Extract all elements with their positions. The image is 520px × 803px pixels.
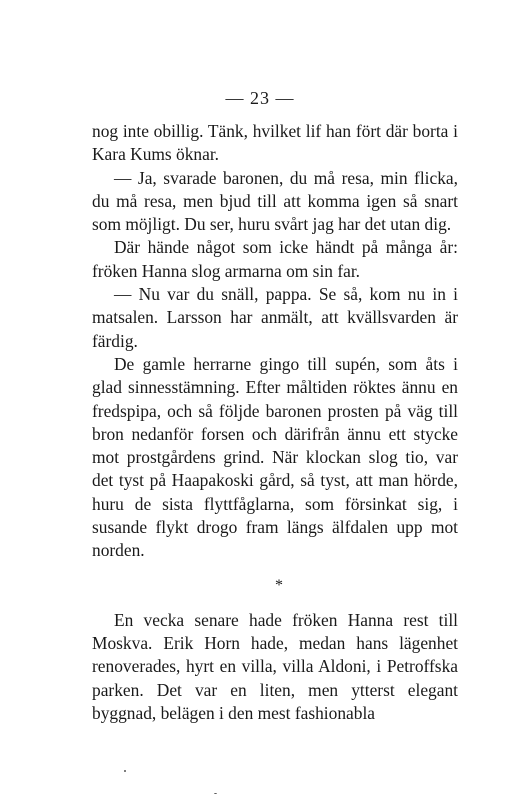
paragraph: Där hände något som icke händt på många år: fröken Hanna slog armarna om sin far. bbox=[92, 237, 458, 281]
section-separator: * bbox=[275, 576, 283, 594]
paragraph: En vecka senare hade fröken Hanna rest till Moskva. Erik Horn hade, medan hans lägenhet renoverades, hyrt en villa, villa Aldoni, i Petroffska parken. Det var en liten, men ytterst elegant byggnad, belägen i den mest fashionabla bbox=[92, 609, 458, 723]
paragraph: — Nu var du snäll, pappa. Se så, kom nu in i matsalen. Larsson har anmält, att kvällsvarden är färdig. bbox=[92, 284, 458, 351]
paragraph: — Ja, svarade baronen, du må resa, min flicka, du må resa, men bjud till att komma igen så snart som möjligt. Du ser, huru svårt jag har det utan dig. bbox=[92, 167, 458, 235]
paper-speck bbox=[124, 770, 126, 772]
paragraph: De gamle herrarne gingo till supén, som åts i glad sinnesstämning. Efter måltiden röktes ännu en fredspipa, och så följde baronen prosten på väg till bron nedanför forsen och därifrån ännu ett stycke mot prostgårdens grind. När klockan slog tio, var det tyst på Haapakoski gård, så tyst, att man hörde, huru de sista flyttfåglarna, som försinkat sig, i susande flykt drogo fram längs älfdalen upp mot norden. bbox=[92, 353, 458, 561]
paper-speck bbox=[214, 793, 217, 794]
body-text bbox=[92, 120, 458, 725]
page-number: — 23 — bbox=[225, 88, 295, 108]
paragraph: nog inte obillig. Tänk, hvilket lif han fört där borta i Kara Kums öknar. bbox=[92, 121, 458, 165]
